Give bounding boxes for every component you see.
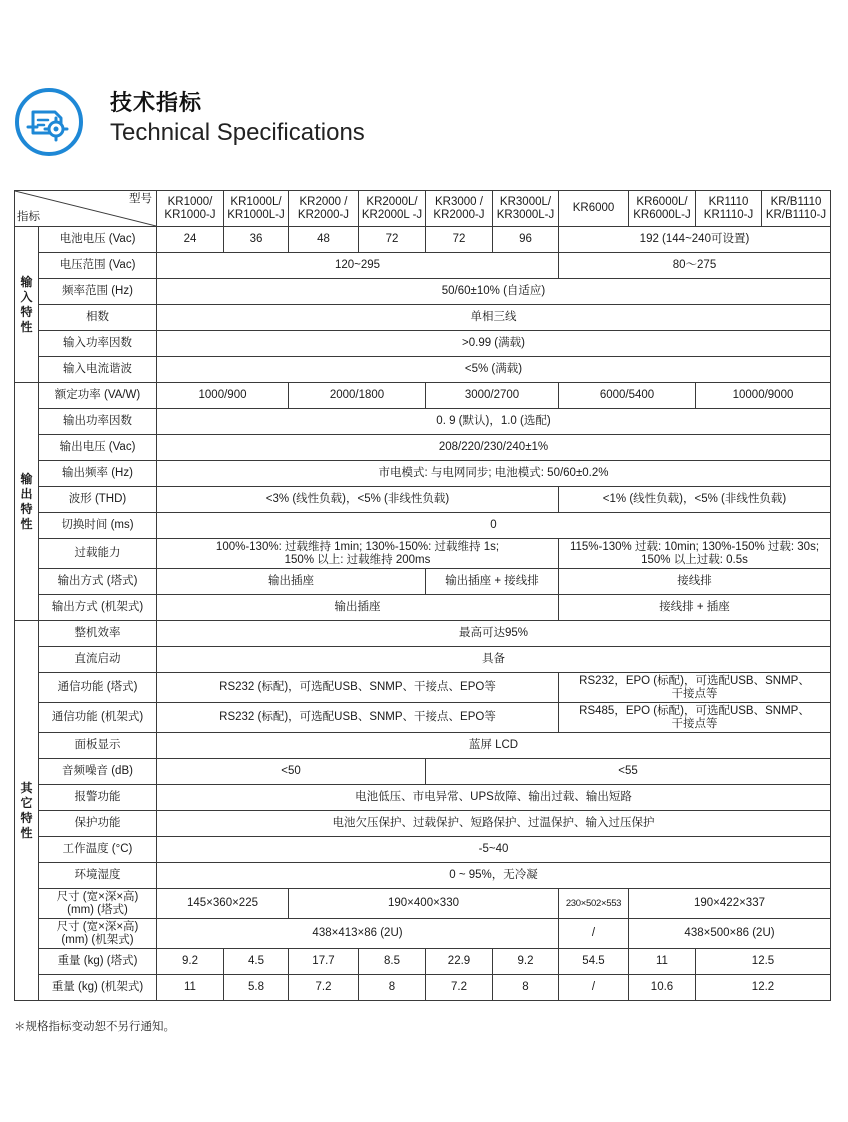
cell-value: 7.2 <box>289 975 359 1001</box>
table-row <box>15 919 831 949</box>
page-title-en: Technical Specifications <box>110 119 365 146</box>
table-row <box>15 621 831 647</box>
cell-value: 36 <box>224 227 289 253</box>
cell-value: RS232 (标配)，可选配USB、SNMP、干接点、EPO等 <box>157 703 559 733</box>
cell-value: 9.2 <box>493 949 559 975</box>
cell-value: 0. 9 (默认)，1.0 (选配) <box>157 409 831 435</box>
table-row <box>15 487 831 513</box>
cell-value: 72 <box>426 227 493 253</box>
row-label: 输出方式 (机架式) <box>39 595 157 621</box>
model-header <box>289 191 359 227</box>
gear-document-icon <box>14 87 84 157</box>
table-row <box>15 305 831 331</box>
model-header <box>359 191 426 227</box>
model-name: KR3000 / KR2000-J <box>433 195 485 221</box>
corner-spec-label: 指标 <box>17 211 40 223</box>
cell-value: 8 <box>493 975 559 1001</box>
row-label: 直流启动 <box>39 647 157 673</box>
cell-value: 6000/5400 <box>559 383 696 409</box>
cell-value: 115%-130% 过载: 10min; 130%-150% 过载: 30s; 150% 以上过载: 0.5s <box>559 539 831 569</box>
row-label: 重量 (kg) (机架式) <box>39 975 157 1001</box>
cell-value: 输出插座 + 接线排 <box>426 569 559 595</box>
cell-value: 72 <box>359 227 426 253</box>
table-row <box>15 949 831 975</box>
cell-value: 单相三线 <box>157 305 831 331</box>
table-row <box>15 759 831 785</box>
row-label: 整机效率 <box>39 621 157 647</box>
cell-value: 0 ~ 95%，无冷凝 <box>157 863 831 889</box>
table-row <box>15 595 831 621</box>
row-label: 过载能力 <box>39 539 157 569</box>
corner-cell <box>15 191 157 227</box>
cell-value: 190×422×337 <box>629 889 831 919</box>
cell-value: 电池欠压保护、过载保护、短路保护、过温保护、输入过压保护 <box>157 811 831 837</box>
model-name: KR2000 / KR2000-J <box>297 195 350 221</box>
table-header-row <box>15 191 831 227</box>
cell-value: 96 <box>493 227 559 253</box>
cell-value: <1% (线性负载)，<5% (非线性负载) <box>559 487 831 513</box>
table-row <box>15 863 831 889</box>
cell-value: 最高可达95% <box>157 621 831 647</box>
row-label: 面板显示 <box>39 733 157 759</box>
table-row <box>15 785 831 811</box>
cell-value: 50/60±10% (自适应) <box>157 279 831 305</box>
model-header <box>696 191 762 227</box>
cell-value: 接线排 + 插座 <box>559 595 831 621</box>
page-title-cn: 技术指标 <box>110 90 203 115</box>
cell-value: 120~295 <box>157 253 559 279</box>
model-header <box>224 191 289 227</box>
category-other: 其 它 特 性 <box>15 621 39 1001</box>
cell-value: -5~40 <box>157 837 831 863</box>
model-header <box>629 191 696 227</box>
cell-value: 190×400×330 <box>289 889 559 919</box>
row-label: 尺寸 (宽×深×高) (mm) (机架式) <box>39 919 157 949</box>
table-row <box>15 461 831 487</box>
row-label: 输入电流谐波 <box>39 357 157 383</box>
table-row <box>15 647 831 673</box>
model-name: KR/B1110 KR/B1110-J <box>765 195 827 221</box>
table-row <box>15 513 831 539</box>
cell-value: 100%-130%: 过载维持 1min; 130%-150%: 过载维持 1s; 150% 以上: 过载维持 200ms <box>157 539 559 569</box>
row-label: 尺寸 (宽×深×高) (mm) (塔式) <box>39 889 157 919</box>
cell-value: 145×360×225 <box>157 889 289 919</box>
cell-value: 438×500×86 (2U) <box>629 919 831 949</box>
cell-value: 11 <box>157 975 224 1001</box>
model-name: KR3000L/ KR3000L-J <box>496 195 555 221</box>
model-header <box>157 191 224 227</box>
corner-model-label: 型号 <box>129 193 152 205</box>
cell-value: 12.2 <box>696 975 831 1001</box>
table-row <box>15 409 831 435</box>
model-name: KR6000L/ KR6000L-J <box>633 195 691 221</box>
table-row <box>15 673 831 703</box>
model-name: KR2000L/ KR2000L -J <box>361 195 423 221</box>
table-row <box>15 539 831 569</box>
row-label: 重量 (kg) (塔式) <box>39 949 157 975</box>
row-label: 切换时间 (ms) <box>39 513 157 539</box>
cell-value: 3000/2700 <box>426 383 559 409</box>
table-row <box>15 253 831 279</box>
row-label: 电压范围 (Vac) <box>39 253 157 279</box>
row-label: 工作温度 (°C) <box>39 837 157 863</box>
cell-value: 192 (144~240可设置) <box>559 227 831 253</box>
cell-value: 24 <box>157 227 224 253</box>
model-name: KR6000 <box>572 202 615 214</box>
cell-value: 接线排 <box>559 569 831 595</box>
footnote: ＊规格指标变动恕不另行通知。 <box>14 1021 175 1033</box>
row-label: 输出频率 (Hz) <box>39 461 157 487</box>
model-name: KR1000/ KR1000-J <box>164 195 216 221</box>
table-row <box>15 435 831 461</box>
cell-value: 438×413×86 (2U) <box>157 919 559 949</box>
cell-value: 1000/900 <box>157 383 289 409</box>
table-row <box>15 357 831 383</box>
model-name: KR1000L/ KR1000L-J <box>227 195 285 221</box>
cell-value: RS232，EPO (标配)，可选配USB、SNMP、 干接点等 <box>559 673 831 703</box>
row-label: 输出功率因数 <box>39 409 157 435</box>
cell-value: >0.99 (满载) <box>157 331 831 357</box>
model-header <box>426 191 493 227</box>
cell-value: / <box>559 975 629 1001</box>
table-row <box>15 227 831 253</box>
cell-value: 208/220/230/240±1% <box>157 435 831 461</box>
row-label: 相数 <box>39 305 157 331</box>
model-header <box>493 191 559 227</box>
cell-value: 7.2 <box>426 975 493 1001</box>
cell-value: 22.9 <box>426 949 493 975</box>
cell-value: 10.6 <box>629 975 696 1001</box>
row-label: 波形 (THD) <box>39 487 157 513</box>
model-name: KR1110 KR1110-J <box>703 195 754 221</box>
cell-value: RS232 (标配)，可选配USB、SNMP、干接点、EPO等 <box>157 673 559 703</box>
row-label: 通信功能 (机架式) <box>39 703 157 733</box>
table-row <box>15 975 831 1001</box>
table-row <box>15 703 831 733</box>
table-row <box>15 733 831 759</box>
model-header <box>762 191 831 227</box>
cell-value: 80～275 <box>559 253 831 279</box>
cell-value: 4.5 <box>224 949 289 975</box>
cell-value: 10000/9000 <box>696 383 831 409</box>
row-label: 电池电压 (Vac) <box>39 227 157 253</box>
cell-value: 11 <box>629 949 696 975</box>
row-label: 环境湿度 <box>39 863 157 889</box>
cell-value: 输出插座 <box>157 595 559 621</box>
row-label: 输出方式 (塔式) <box>39 569 157 595</box>
cell-value: RS485，EPO (标配)，可选配USB、SNMP、 干接点等 <box>559 703 831 733</box>
row-label: 通信功能 (塔式) <box>39 673 157 703</box>
table-row <box>15 331 831 357</box>
cell-value: 8 <box>359 975 426 1001</box>
spec-table <box>14 190 831 1001</box>
cell-value: 230×502×553 <box>559 889 629 919</box>
cell-value: 5.8 <box>224 975 289 1001</box>
row-label: 报警功能 <box>39 785 157 811</box>
cell-value: 17.7 <box>289 949 359 975</box>
table-row <box>15 569 831 595</box>
cell-value: 48 <box>289 227 359 253</box>
cell-value: / <box>559 919 629 949</box>
cell-value: <5% (满载) <box>157 357 831 383</box>
cell-value: 0 <box>157 513 831 539</box>
table-row <box>15 383 831 409</box>
model-header <box>559 191 629 227</box>
row-label: 输入功率因数 <box>39 331 157 357</box>
cell-value: 具备 <box>157 647 831 673</box>
row-label: 保护功能 <box>39 811 157 837</box>
category-input: 输 入 特 性 <box>15 227 39 383</box>
cell-value: 54.5 <box>559 949 629 975</box>
table-row <box>15 889 831 919</box>
cell-value: 市电模式: 与电网同步; 电池模式: 50/60±0.2% <box>157 461 831 487</box>
table-row <box>15 811 831 837</box>
cell-value: 12.5 <box>696 949 831 975</box>
cell-value: <3% (线性负载)，<5% (非线性负载) <box>157 487 559 513</box>
row-label: 频率范围 (Hz) <box>39 279 157 305</box>
table-row <box>15 837 831 863</box>
cell-value: <55 <box>426 759 831 785</box>
table-row <box>15 279 831 305</box>
cell-value: 输出插座 <box>157 569 426 595</box>
row-label: 额定功率 (VA/W) <box>39 383 157 409</box>
cell-value: <50 <box>157 759 426 785</box>
cell-value: 8.5 <box>359 949 426 975</box>
category-output: 输 出 特 性 <box>15 383 39 621</box>
cell-value: 电池低压、市电异常、UPS故障、输出过载、输出短路 <box>157 785 831 811</box>
row-label: 输出电压 (Vac) <box>39 435 157 461</box>
cell-value: 2000/1800 <box>289 383 426 409</box>
row-label: 音频噪音 (dB) <box>39 759 157 785</box>
cell-value: 蓝屏 LCD <box>157 733 831 759</box>
cell-value: 9.2 <box>157 949 224 975</box>
